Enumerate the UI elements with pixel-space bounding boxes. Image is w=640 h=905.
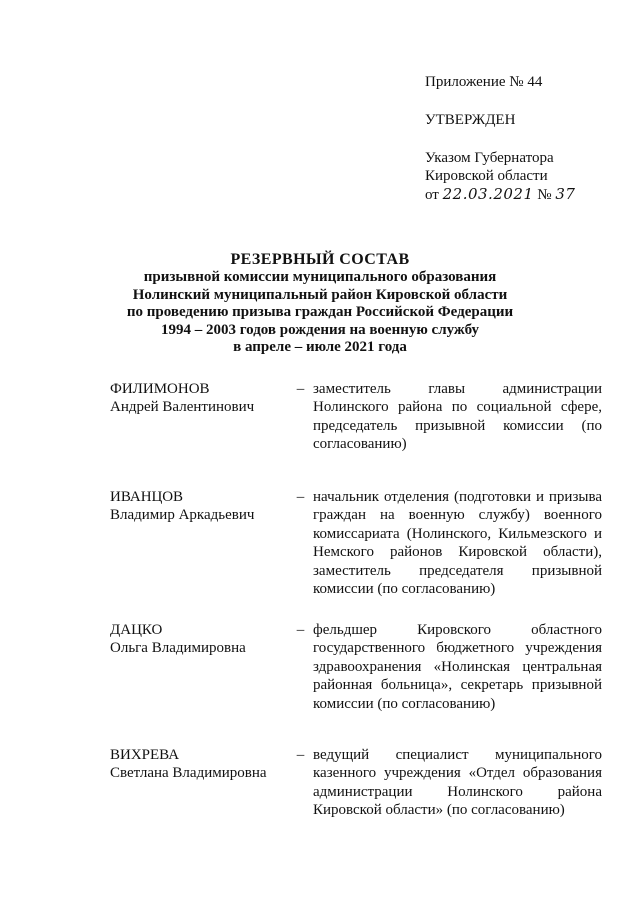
member-given-names: Андрей Валентинович (110, 399, 255, 416)
heading-line-2: Нолинский муниципальный район Кировской области (132, 286, 508, 303)
members-list (110, 380, 602, 820)
handwritten-number: 37 (555, 185, 576, 203)
member-name (110, 380, 288, 488)
member-dash: – (296, 489, 305, 505)
member-role: начальник отделения (подготовки и призыва граждан на военную службу) военного комиссариата (Нолинского, Кильмезского и Немского районов Кировской области), заместитель председателя призывной комиссии (по согласованию) (313, 489, 602, 598)
member-given-names: Ольга Владимировна (110, 640, 246, 657)
member-role: фельдшер Кировского областного государственного бюджетного учреждения здравоохранения «Нолинская центральная районная больница», секретарь призывной комиссии (по согласованию) (313, 622, 602, 712)
heading-line-3: по проведению призыва граждан Российской Федерации (126, 304, 514, 321)
member-surname: ИВАНЦОВ (110, 489, 184, 505)
document-title: РЕЗЕРВНЫЙ СОСТАВ (230, 251, 410, 268)
decree-line-2: Кировской области (425, 168, 548, 184)
member-given-names: Владимир Аркадьевич (110, 507, 255, 524)
member-entry (110, 746, 602, 820)
member-name (110, 488, 288, 621)
member-role: ведущий специалист муниципального казенного учреждения «Отдел образования администрации Нолинского района Кировской области» (по согласованию) (313, 747, 602, 819)
member-role: заместитель главы администрации Нолинского района по социальной сфере, председатель призывной комиссии (по согласованию) (313, 381, 602, 453)
member-given-names: Светлана Владимировна (110, 765, 267, 782)
member-entry (110, 488, 602, 621)
handwritten-date: 22.03.2021 (442, 185, 534, 203)
number-prefix: № (537, 187, 552, 203)
member-name (110, 621, 288, 746)
heading-line-4: 1994 – 2003 годов рождения на военную службу (160, 321, 480, 338)
member-surname: ФИЛИМОНОВ (110, 381, 210, 397)
decree-date-line (425, 185, 625, 204)
member-surname: ДАЦКО (110, 622, 163, 638)
decree-line-1: Указом Губернатора (425, 150, 554, 166)
approved-label: УТВЕРЖДЕН (425, 112, 516, 128)
member-dash: – (296, 381, 305, 397)
approval-block (425, 73, 625, 204)
member-entry (110, 621, 602, 746)
member-dash: – (296, 622, 305, 638)
heading-line-5: в апреле – июле 2021 года (233, 339, 407, 356)
member-name (110, 746, 288, 820)
member-entry (110, 380, 602, 488)
heading-line-1: призывной комиссии муниципального образования (143, 269, 497, 286)
date-prefix: от (425, 187, 439, 203)
member-surname: ВИХРЕВА (110, 747, 180, 763)
member-dash: – (296, 747, 305, 763)
document-heading (100, 251, 540, 356)
annex-label: Приложение № 44 (425, 74, 543, 90)
